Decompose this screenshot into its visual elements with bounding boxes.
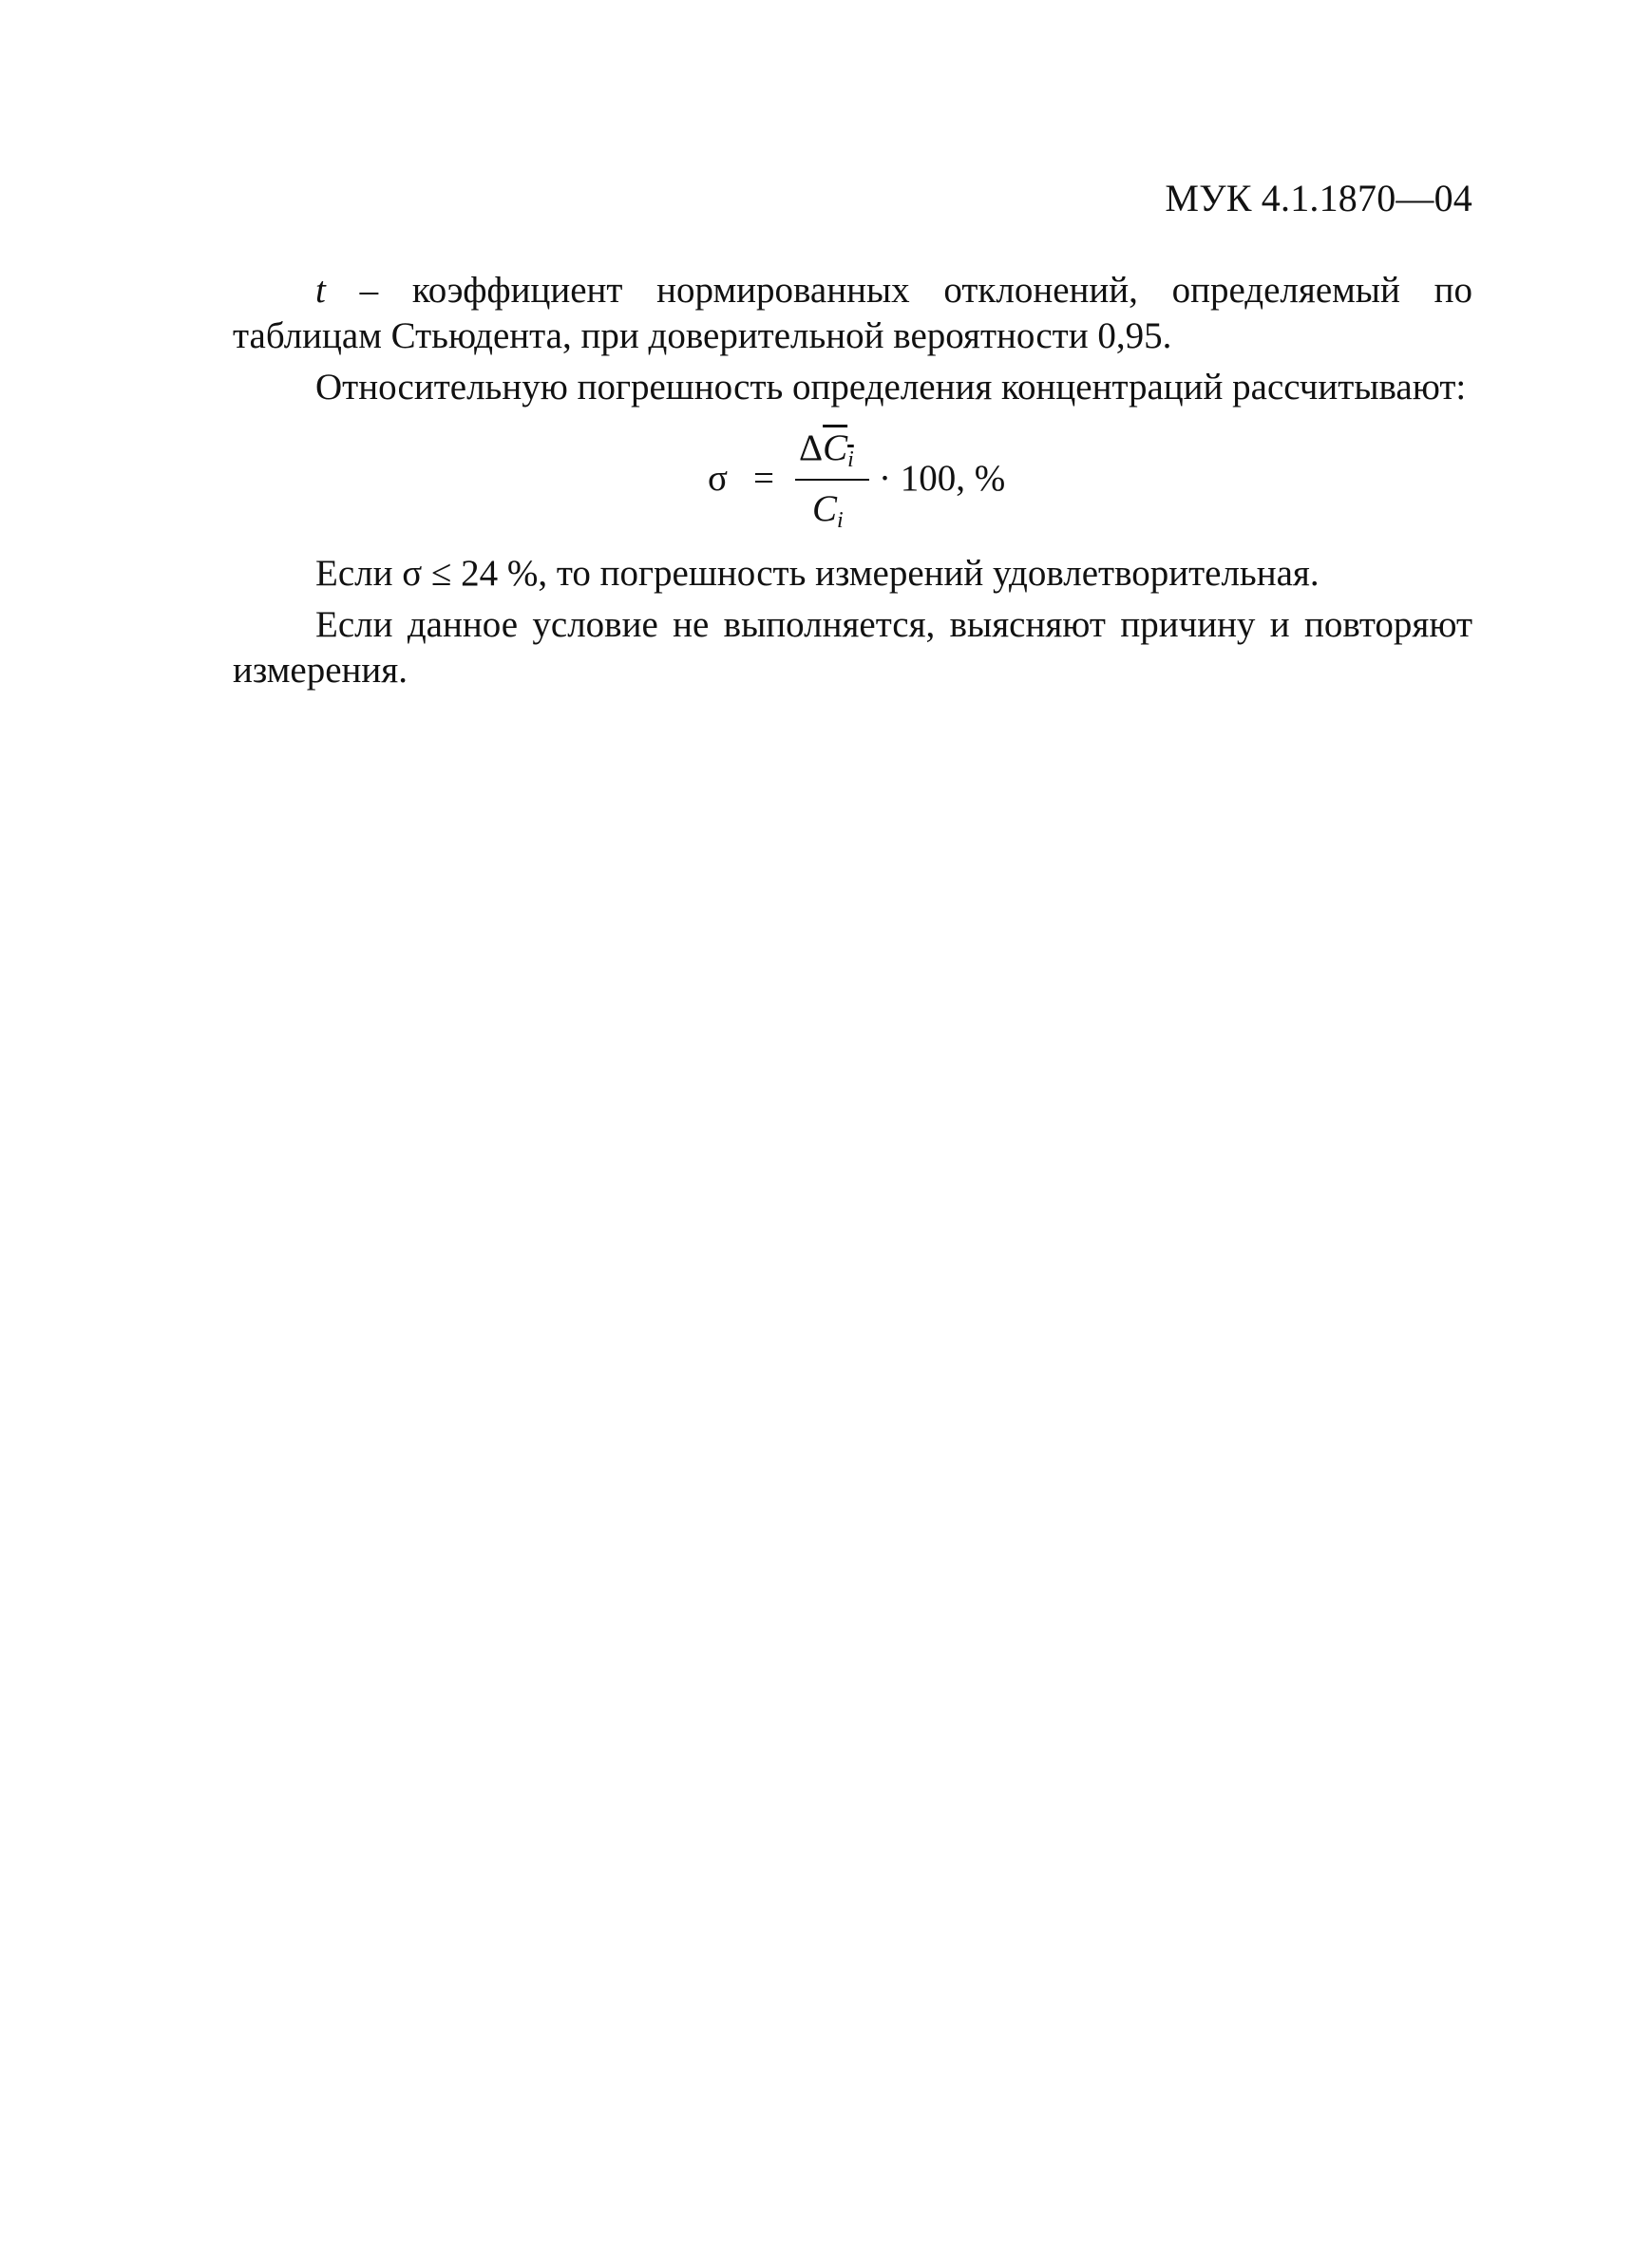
formula-fraction-bar [795, 479, 869, 481]
formula-numerator-overline [823, 427, 854, 472]
formula-delta: Δ [799, 427, 824, 468]
document-body [233, 268, 1472, 693]
formula-lhs: σ [708, 458, 729, 499]
paragraph-repeat-measurements: Если данное условие не выполняется, выясняют причину и повторяют измерения. [233, 604, 1472, 691]
paragraph-error-condition: Если σ ≤ 24 %, то погрешность измерений удовлетворительная. [315, 553, 1320, 594]
formula-denominator [812, 486, 844, 543]
relative-error-formula [233, 410, 1472, 551]
formula-multiplier: · 100, % [879, 458, 1006, 499]
formula-numerator-variable: C [823, 427, 848, 468]
paragraph-t-text: – коэффициент нормированных отклонений, определяемый по таблицам Стьюдента, при доверительной вероятности 0,95. [233, 270, 1472, 356]
document-code: МУК 4.1.1870—04 [1165, 177, 1472, 219]
paragraph-relative-error: Относительную погрешность определения концентраций рассчитывают: [315, 367, 1467, 408]
formula-fraction [795, 424, 869, 538]
formula-expression [708, 424, 1050, 538]
paragraph-t-coefficient [233, 268, 1472, 359]
formula-numerator-subscript: i [847, 447, 854, 472]
formula-denominator-subscript: i [837, 508, 844, 533]
formula-numerator [799, 426, 854, 483]
formula-denominator-variable: C [812, 488, 838, 529]
t-symbol: t [315, 270, 326, 311]
formula-equals: = [753, 458, 774, 499]
